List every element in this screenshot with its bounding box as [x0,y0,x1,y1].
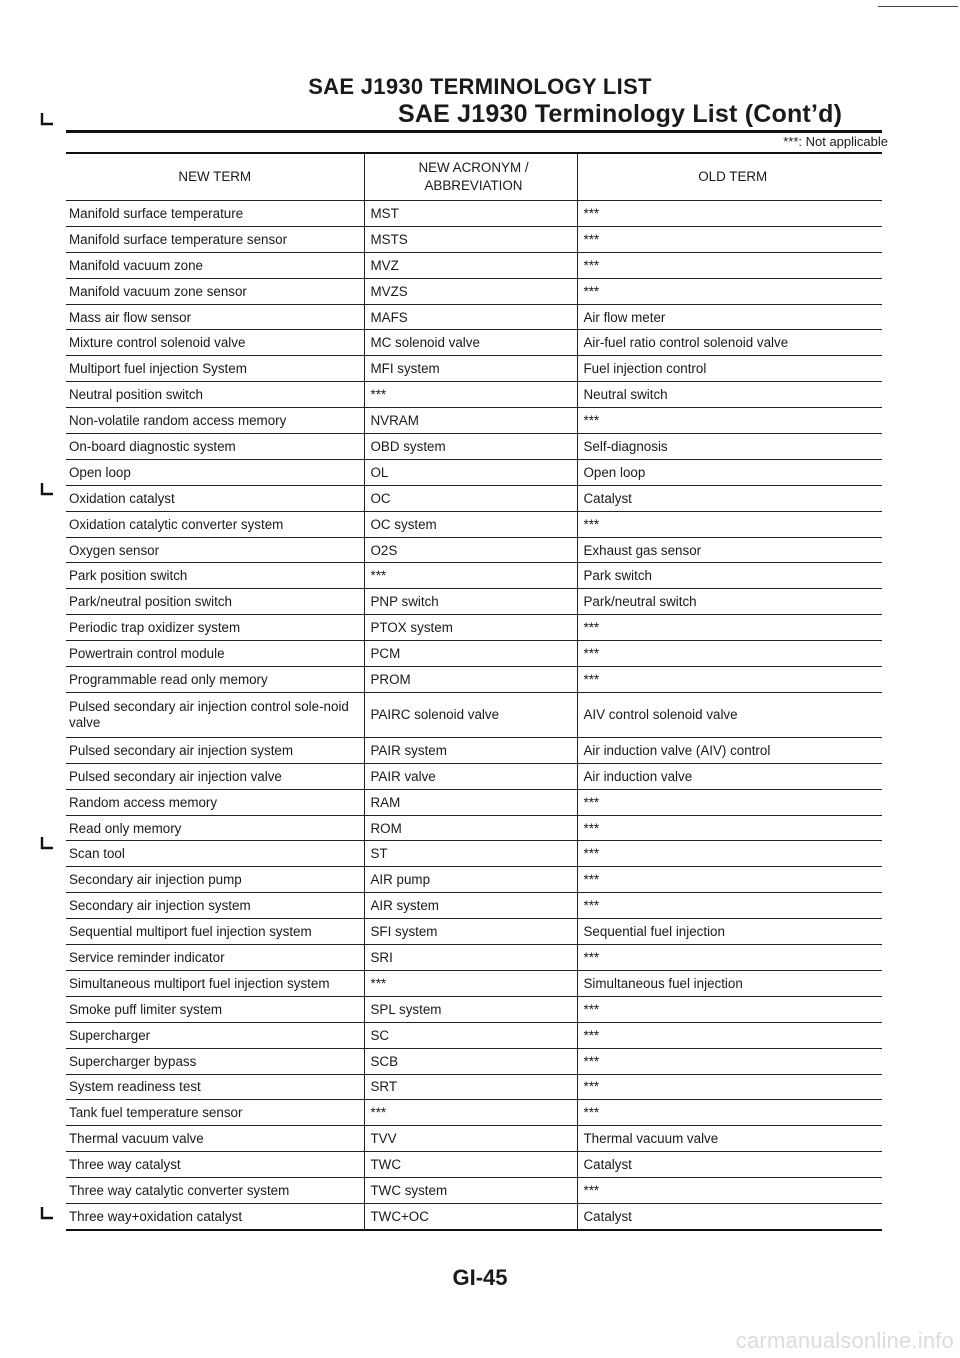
table-row [66,252,882,278]
cell-acronym: MST [364,201,577,227]
cell-old-term: Fuel injection control [577,356,882,382]
table-row [66,641,882,667]
cell-new-term: Pulsed secondary air injection control sole-noid valve [66,692,364,737]
table-row [66,201,882,227]
table-row [66,511,882,537]
cell-old-term: Park/neutral switch [577,589,882,615]
watermark-text: carmanualsonline.info [735,1328,954,1353]
cell-old-term: Sequential fuel injection [577,919,882,945]
cell-new-term: Open loop [66,459,364,485]
cell-new-term: On-board diagnostic system [66,434,364,460]
cell-acronym: TWC system [364,1178,577,1204]
cell-old-term: Neutral switch [577,382,882,408]
top-edge-rule [878,6,958,7]
cell-old-term: *** [577,1022,882,1048]
cell-acronym: MSTS [364,226,577,252]
cell-old-term: Open loop [577,459,882,485]
cell-new-term: Smoke puff limiter system [66,996,364,1022]
cell-new-term: Periodic trap oxidizer system [66,615,364,641]
cell-new-term: Three way catalyst [66,1152,364,1178]
cell-acronym: SFI system [364,919,577,945]
cell-new-term: Manifold vacuum zone sensor [66,278,364,304]
cell-new-term: Tank fuel temperature sensor [66,1100,364,1126]
table-row [66,1178,882,1204]
cell-new-term: Non-volatile random access memory [66,408,364,434]
table-row [66,459,882,485]
cell-old-term: Self-diagnosis [577,434,882,460]
table-row [66,485,882,511]
binding-mark-icon [40,112,54,126]
cell-new-term: Oxidation catalytic converter system [66,511,364,537]
table-row [66,356,882,382]
cell-acronym: TWC+OC [364,1203,577,1229]
cell-acronym: PAIR system [364,737,577,763]
cell-old-term: *** [577,615,882,641]
cell-acronym: NVRAM [364,408,577,434]
table-row [66,1126,882,1152]
cell-acronym: *** [364,382,577,408]
cell-new-term: Park position switch [66,563,364,589]
cell-new-term: Mixture control solenoid valve [66,330,364,356]
cell-new-term: Simultaneous multiport fuel injection system [66,970,364,996]
table-header-row [66,153,882,201]
cell-acronym: PAIR valve [364,763,577,789]
cell-new-term: Sequential multiport fuel injection system [66,919,364,945]
cell-old-term: *** [577,945,882,971]
cell-acronym: TWC [364,1152,577,1178]
cell-acronym: PTOX system [364,615,577,641]
cell-old-term: *** [577,641,882,667]
header-acronym-line2: ABBREVIATION [424,178,523,193]
table-row [66,815,882,841]
table-row [66,919,882,945]
cell-old-term: AIV control solenoid valve [577,692,882,737]
cell-old-term: *** [577,789,882,815]
cell-acronym: PCM [364,641,577,667]
cell-new-term: Manifold surface temperature [66,201,364,227]
cell-old-term: *** [577,1074,882,1100]
table-row [66,945,882,971]
table-row [66,278,882,304]
cell-new-term: Thermal vacuum valve [66,1126,364,1152]
cell-acronym: OC [364,485,577,511]
cell-old-term: *** [577,867,882,893]
table-row [66,1203,882,1229]
table-row [66,1152,882,1178]
binding-mark-icon [40,836,54,850]
cell-old-term: Air induction valve [577,763,882,789]
cell-acronym: SC [364,1022,577,1048]
cell-acronym: *** [364,970,577,996]
table-row [66,893,882,919]
cell-new-term: Mass air flow sensor [66,304,364,330]
cell-acronym: PROM [364,667,577,693]
cell-new-term: Service reminder indicator [66,945,364,971]
table-row [66,1022,882,1048]
table-row [66,692,882,737]
cell-old-term: Catalyst [577,1152,882,1178]
cell-old-term: *** [577,252,882,278]
cell-acronym: TVV [364,1126,577,1152]
cell-acronym: AIR system [364,893,577,919]
cell-old-term: *** [577,1178,882,1204]
cell-acronym: OC system [364,511,577,537]
table-row [66,226,882,252]
cell-new-term: Three way+oxidation catalyst [66,1203,364,1229]
cell-acronym: *** [364,1100,577,1126]
cell-new-term: Pulsed secondary air injection system [66,737,364,763]
cell-old-term: *** [577,408,882,434]
cell-new-term: Neutral position switch [66,382,364,408]
cell-acronym: SPL system [364,996,577,1022]
header-new-acronym [364,153,577,201]
table-row [66,304,882,330]
cell-new-term: Three way catalytic converter system [66,1178,364,1204]
cell-old-term: Simultaneous fuel injection [577,970,882,996]
cell-acronym: SRT [364,1074,577,1100]
not-applicable-legend: ***: Not applicable [783,134,888,149]
cell-new-term: Secondary air injection system [66,893,364,919]
cell-acronym: MVZ [364,252,577,278]
cell-old-term: Catalyst [577,485,882,511]
table-row [66,996,882,1022]
cell-old-term: *** [577,226,882,252]
cell-acronym: MFI system [364,356,577,382]
cell-old-term: *** [577,893,882,919]
cell-new-term: Powertrain control module [66,641,364,667]
cell-old-term: *** [577,996,882,1022]
cell-acronym: AIR pump [364,867,577,893]
cell-new-term: Oxygen sensor [66,537,364,563]
cell-old-term: Air flow meter [577,304,882,330]
cell-new-term: Secondary air injection pump [66,867,364,893]
cell-new-term: Supercharger bypass [66,1048,364,1074]
cell-new-term: Oxidation catalyst [66,485,364,511]
table-row [66,841,882,867]
cell-acronym: RAM [364,789,577,815]
cell-acronym: PNP switch [364,589,577,615]
table-row [66,615,882,641]
cell-new-term: Manifold surface temperature sensor [66,226,364,252]
cell-old-term: *** [577,1100,882,1126]
cell-new-term: System readiness test [66,1074,364,1100]
header-new-term: NEW TERM [66,153,364,201]
cell-acronym: SCB [364,1048,577,1074]
cell-acronym: ROM [364,815,577,841]
table-row [66,589,882,615]
cell-new-term: Read only memory [66,815,364,841]
cell-acronym: O2S [364,537,577,563]
cell-new-term: Park/neutral position switch [66,589,364,615]
cell-acronym: MC solenoid valve [364,330,577,356]
cell-old-term: Air induction valve (AIV) control [577,737,882,763]
cell-new-term: Supercharger [66,1022,364,1048]
table-row [66,563,882,589]
table-row [66,408,882,434]
cell-old-term: Park switch [577,563,882,589]
table-row [66,434,882,460]
binding-mark-icon [40,1206,54,1220]
cell-acronym: MAFS [364,304,577,330]
title-rule [66,130,882,133]
table-row [66,330,882,356]
table-row [66,1074,882,1100]
table-row [66,1100,882,1126]
cell-new-term: Manifold vacuum zone [66,252,364,278]
cell-old-term: Exhaust gas sensor [577,537,882,563]
cell-old-term: *** [577,815,882,841]
cell-old-term: Air-fuel ratio control solenoid valve [577,330,882,356]
header-acronym-line1: NEW ACRONYM / [418,160,529,175]
cell-old-term: Catalyst [577,1203,882,1229]
cell-new-term: Multiport fuel injection System [66,356,364,382]
cell-old-term: *** [577,841,882,867]
table-row [66,1048,882,1074]
cell-new-term: Programmable read only memory [66,667,364,693]
header-old-term: OLD TERM [577,153,882,201]
cell-new-term: Scan tool [66,841,364,867]
table-row [66,537,882,563]
table-row [66,970,882,996]
terminology-table [66,152,882,1231]
table-row [66,789,882,815]
cell-acronym: OL [364,459,577,485]
cell-old-term: *** [577,511,882,537]
cell-new-term: Random access memory [66,789,364,815]
table-row [66,382,882,408]
cell-old-term: Thermal vacuum valve [577,1126,882,1152]
cell-old-term: *** [577,1048,882,1074]
cell-acronym: MVZS [364,278,577,304]
cell-old-term: *** [577,278,882,304]
cell-old-term: *** [577,667,882,693]
page-number: GI-45 [452,1265,508,1290]
table-row [66,667,882,693]
cell-acronym: PAIRC solenoid valve [364,692,577,737]
cell-acronym: OBD system [364,434,577,460]
cell-acronym: ST [364,841,577,867]
cell-new-term: Pulsed secondary air injection valve [66,763,364,789]
table-row [66,763,882,789]
section-title: SAE J1930 TERMINOLOGY LIST [308,74,652,99]
table-row [66,867,882,893]
cell-acronym: *** [364,563,577,589]
cell-acronym: SRI [364,945,577,971]
binding-mark-icon [40,482,54,496]
table-row [66,737,882,763]
cell-old-term: *** [577,201,882,227]
page-title: SAE J1930 Terminology List (Cont’d) [398,100,843,128]
